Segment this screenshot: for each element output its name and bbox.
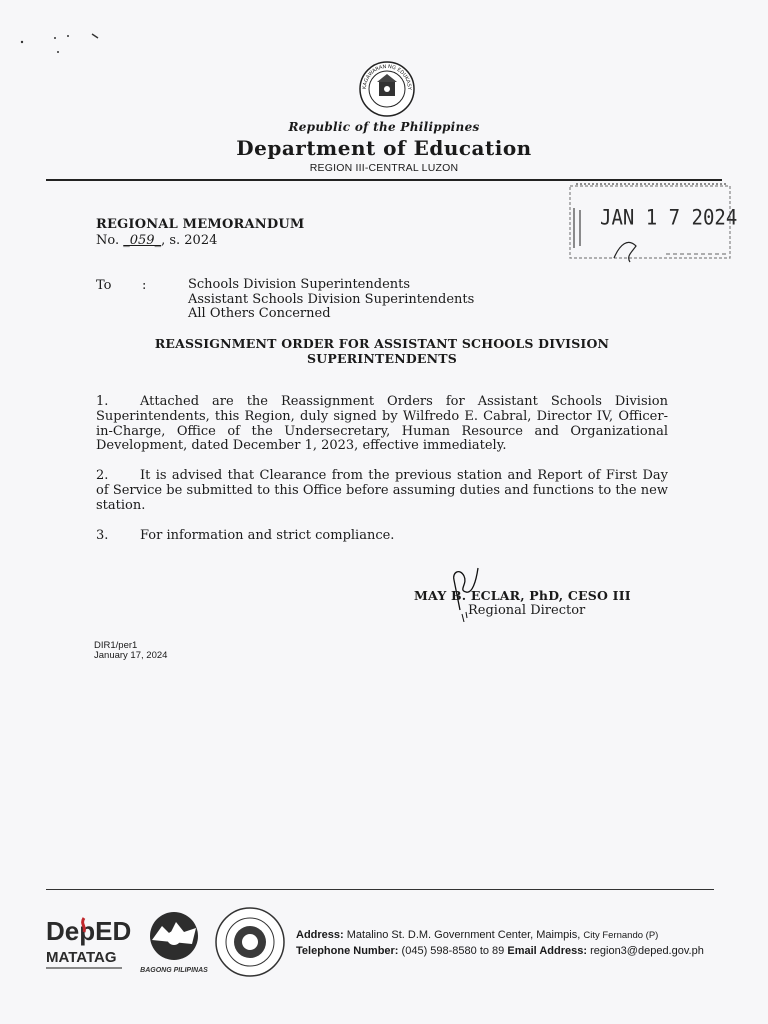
signatory-title: Regional Director xyxy=(468,603,586,618)
footer-divider xyxy=(46,889,714,890)
address-city: City Fernando (P) xyxy=(583,930,659,941)
deped-logo-text: DepED xyxy=(46,916,132,946)
address-value: Matalino St. D.M. Government Center, Maimpis, xyxy=(346,929,581,941)
subject-line: SUPERINTENDENTS xyxy=(307,351,457,366)
department-name: Department of Education xyxy=(236,136,532,160)
paragraph-text: It is advised that Clearance from the previous station and Report of First Day of Service be submitted to this Office before assuming duties and functions to the new station. xyxy=(96,468,668,513)
signatory-name: MAY B. ECLAR, PhD, CESO III xyxy=(414,588,631,603)
subject-line: REASSIGNMENT ORDER FOR ASSISTANT SCHOOLS DIVISION xyxy=(154,336,610,351)
body-paragraph xyxy=(96,469,668,513)
bagong-pilipinas-logo xyxy=(140,908,208,978)
to-colon: : xyxy=(142,278,147,293)
recipient: Schools Division Superintendents xyxy=(188,277,411,292)
paragraph-text: For information and strict compliance. xyxy=(140,528,395,543)
email-label: Email Address: xyxy=(507,945,588,957)
department-seal-icon xyxy=(214,906,286,978)
memo-no-value: _059_ xyxy=(123,233,162,248)
region-name: REGION III-CENTRAL LUZON xyxy=(309,162,459,174)
reference-code: DIR1/per1 xyxy=(94,640,138,651)
memo-number xyxy=(96,233,217,248)
paragraph-number: 2. xyxy=(96,468,109,483)
memo-type: REGIONAL MEMORANDUM xyxy=(96,217,305,232)
recipient-list xyxy=(188,278,474,322)
stamp-date: JAN 1 7 2024 xyxy=(600,205,738,231)
footer-address xyxy=(296,929,658,941)
svg-text:KAGAWARAN NG EDUKASYON: KAGAWARAN NG EDUKASY xyxy=(361,63,413,90)
recipient: Assistant Schools Division Superintendents xyxy=(188,291,475,307)
telephone-label: Telephone Number: xyxy=(296,945,399,957)
to-label: To xyxy=(96,278,112,293)
footer-contact xyxy=(296,945,704,957)
deped-logo xyxy=(46,912,136,976)
memo-subject xyxy=(140,336,624,366)
paragraph-number: 3. xyxy=(96,528,109,543)
memo-no-suffix: , s. 2024 xyxy=(161,233,218,248)
recipient: All Others Concerned xyxy=(188,306,331,321)
republic-header: Republic of the Philippines xyxy=(288,120,480,134)
memo-no-prefix: No. xyxy=(96,233,124,248)
bagong-logo-text: BAGONG PILIPINAS xyxy=(140,967,208,974)
body-paragraph xyxy=(96,529,668,544)
telephone-value: (045) 598-8580 to 89 xyxy=(401,945,505,957)
paragraph-text: Attached are the Reassignment Orders for Assistant Schools Division Superintendents, this Region, duly signed by Wilfredo E. Cabral, Director IV, Officer-in-Charge, Office of the Undersecretary, Human Resource and Organizational Development, dated December 1, 2023, effective immediately. xyxy=(96,394,668,454)
body-paragraph xyxy=(96,395,668,454)
reference-date: January 17, 2024 xyxy=(94,650,168,661)
address-label: Address: xyxy=(296,929,344,941)
email-value: region3@deped.gov.ph xyxy=(590,945,704,957)
deped-seal-icon xyxy=(358,60,416,118)
paragraph-number: 1. xyxy=(96,394,109,409)
matatag-logo-text: MATATAG xyxy=(46,949,117,966)
scan-specks xyxy=(0,0,120,60)
